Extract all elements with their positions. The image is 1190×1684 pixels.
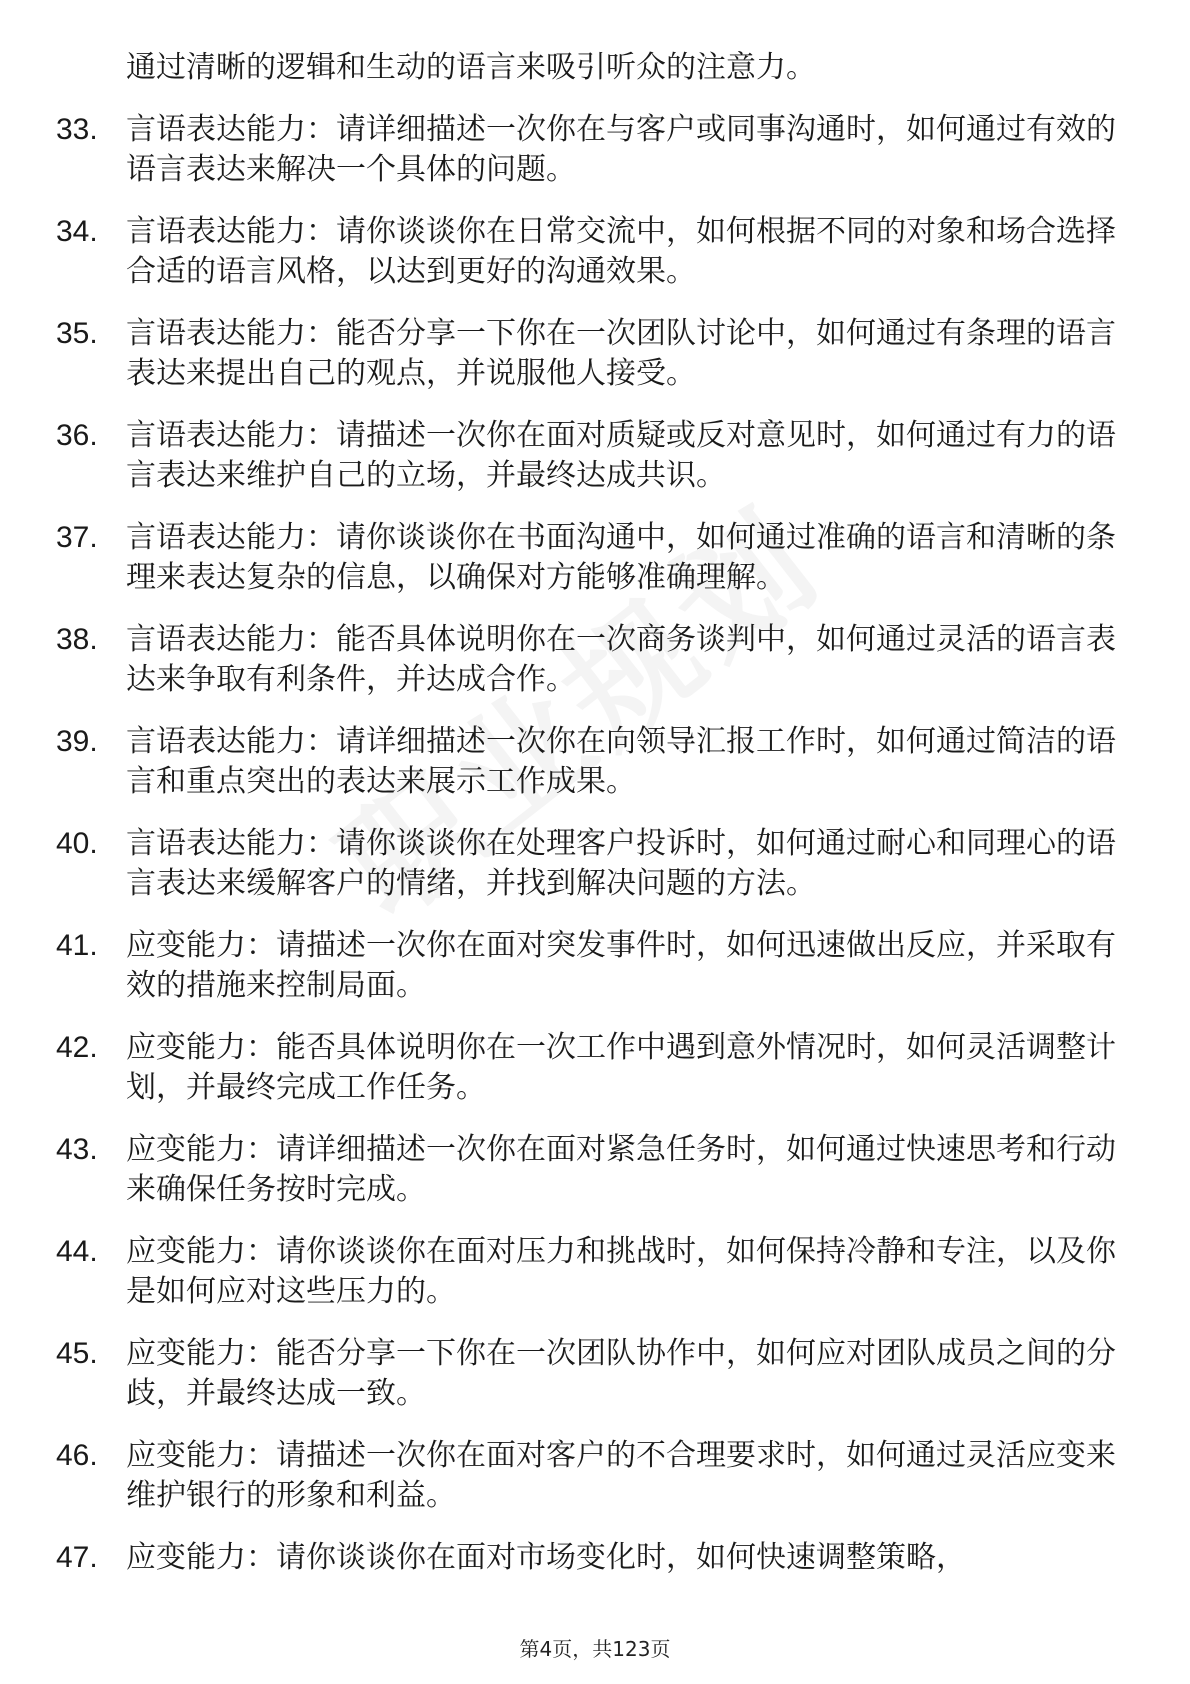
item-number: 39. [56, 725, 98, 758]
list-item [0, 518, 1190, 598]
item-text: 应变能力：请你谈谈你在面对市场变化时，如何快速调整策略， [126, 1540, 966, 1575]
item-text: 言语表达能力：请描述一次你在面对质疑或反对意见时，如何通过有力的语言表达来维护自己的立场，并最终达成共识。 [126, 418, 1116, 493]
item-number: 35. [56, 317, 98, 350]
list-item [0, 1028, 1190, 1108]
item-number: 43. [56, 1133, 98, 1166]
item-text: 应变能力：请详细描述一次你在面对紧急任务时，如何通过快速思考和行动来确保任务按时完成。 [126, 1132, 1116, 1207]
item-text: 言语表达能力：能否具体说明你在一次商务谈判中，如何通过灵活的语言表达来争取有利条件，并达成合作。 [126, 622, 1116, 697]
continuation-text: 通过清晰的逻辑和生动的语言来吸引听众的注意力。 [126, 50, 816, 85]
list-item [0, 1436, 1190, 1516]
list-item [0, 1538, 1190, 1578]
list-item [0, 722, 1190, 802]
item-text: 言语表达能力：请你谈谈你在处理客户投诉时，如何通过耐心和同理心的语言表达来缓解客户的情绪，并找到解决问题的方法。 [126, 826, 1116, 901]
item-number: 34. [56, 215, 98, 248]
item-number: 42. [56, 1031, 98, 1064]
item-text: 言语表达能力：请你谈谈你在日常交流中，如何根据不同的对象和场合选择合适的语言风格，以达到更好的沟通效果。 [126, 214, 1116, 289]
list-item [0, 824, 1190, 904]
item-text: 应变能力：请描述一次你在面对客户的不合理要求时，如何通过灵活应变来维护银行的形象和利益。 [126, 1438, 1116, 1513]
item-text: 言语表达能力：请详细描述一次你在与客户或同事沟通时，如何通过有效的语言表达来解决一个具体的问题。 [126, 112, 1116, 187]
list-item [0, 1232, 1190, 1312]
item-number: 44. [56, 1235, 98, 1268]
list-item [0, 620, 1190, 700]
list-item [0, 212, 1190, 292]
item-text: 应变能力：请描述一次你在面对突发事件时，如何迅速做出反应，并采取有效的措施来控制局面。 [126, 928, 1116, 1003]
list-item [0, 110, 1190, 190]
list-item [0, 416, 1190, 496]
item-number: 47. [56, 1541, 98, 1574]
item-text: 应变能力：能否具体说明你在一次工作中遇到意外情况时，如何灵活调整计划，并最终完成工作任务。 [126, 1030, 1116, 1105]
item-text: 应变能力：请你谈谈你在面对压力和挑战时，如何保持冷静和专注，以及你是如何应对这些压力的。 [126, 1234, 1116, 1309]
question-list [0, 48, 1190, 1600]
page-footer: 第4页，共123页 [519, 1637, 671, 1661]
list-item [0, 1334, 1190, 1414]
list-item [0, 314, 1190, 394]
item-text: 应变能力：能否分享一下你在一次团队协作中，如何应对团队成员之间的分歧，并最终达成一致。 [126, 1336, 1116, 1411]
item-number: 46. [56, 1439, 98, 1472]
item-number: 37. [56, 521, 98, 554]
item-number: 40. [56, 827, 98, 860]
list-item [0, 926, 1190, 1006]
item-number: 45. [56, 1337, 98, 1370]
item-number: 36. [56, 419, 98, 452]
item-text: 言语表达能力：请你谈谈你在书面沟通中，如何通过准确的语言和清晰的条理来表达复杂的信息，以确保对方能够准确理解。 [126, 520, 1116, 595]
item-number: 33. [56, 113, 98, 146]
list-item [0, 1130, 1190, 1210]
item-text: 言语表达能力：能否分享一下你在一次团队讨论中，如何通过有条理的语言表达来提出自己的观点，并说服他人接受。 [126, 316, 1116, 391]
item-number: 41. [56, 929, 98, 962]
item-number: 38. [56, 623, 98, 656]
item-text: 言语表达能力：请详细描述一次你在向领导汇报工作时，如何通过简洁的语言和重点突出的表达来展示工作成果。 [126, 724, 1116, 799]
